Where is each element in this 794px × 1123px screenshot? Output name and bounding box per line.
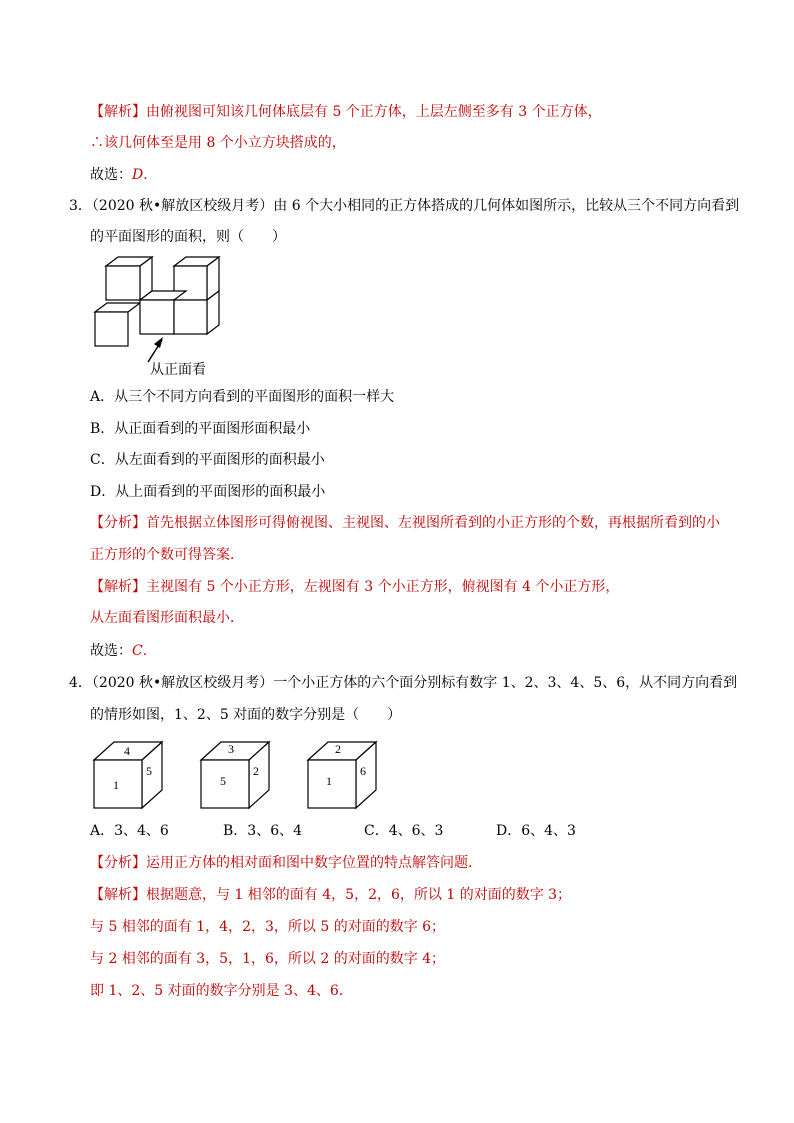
q2-conclusion: ∴该几何体至是用 8 个小立方块搭成的， (90, 135, 346, 151)
q4-option-a: A．3、4、6 (90, 823, 169, 839)
q3-stem-line2: 的平面图形的面积，则（ ） (90, 229, 286, 245)
cube-3-top: 2 (335, 742, 341, 756)
q4-fenxi (90, 853, 482, 873)
q4-fenxi-text: 运用正方体的相对面和图中数字位置的特点解答问题． (146, 855, 482, 871)
fenxi-tag: 【分析】 (90, 855, 146, 871)
cube-2-side: 2 (253, 764, 259, 778)
jiexi-tag: 【解析】 (90, 579, 146, 595)
q3-fenxi-text: 首先根据立体图形可得俯视图、主视图、左视图所看到的小正方形的个数，再根据所看到的小 (146, 515, 720, 531)
q3-figure-label: 从正面看 (150, 362, 206, 378)
q4-option-c: C．4、6、3 (364, 823, 444, 839)
q4-stem-line1 (69, 673, 737, 693)
q3-jiexi-text: 主视图有 5 个小正方形，左视图有 3 个小正方形，俯视图有 4 个小正方形， (146, 579, 620, 595)
answer-letter: D (132, 167, 144, 183)
jiexi-tag: 【解析】 (90, 887, 146, 903)
answer-prefix: 故选： (90, 643, 132, 659)
q4-cube-figures (80, 735, 400, 813)
q3-option-b: B．从正面看到的平面图形面积最小 (90, 421, 311, 437)
q3-stem-line1 (69, 196, 739, 216)
q4-stem-text: （2020 秋•解放区校级月考）一个小正方体的六个面分别标有数字 1、2、3、4、5、6，从不同方向看到 (91, 675, 738, 691)
q3-answer (90, 641, 147, 661)
answer-suffix: . (142, 643, 148, 659)
q3-fenxi-line2: 正方形的个数可得答案． (90, 547, 244, 563)
q4-stem-line2: 的情形如图，1、2、5 对面的数字分别是（ ） (90, 707, 402, 723)
q4-jiexi-line3: 与 2 相邻的面有 3，5，1，6，所以 2 的对面的数字 4； (90, 951, 446, 967)
q4-jiexi-line1 (90, 885, 571, 905)
q3-option-c: C．从左面看到的平面图形的面积最小 (90, 452, 325, 468)
q4-jiexi-line4: 即 1、2、5 对面的数字分别是 3、4、6． (90, 983, 353, 999)
q4-option-b: B．3、6、4 (223, 823, 303, 839)
q4-option-d: D．6、4、3 (496, 823, 576, 839)
q3-option-d: D．从上面看到的平面图形的面积最小 (90, 484, 326, 500)
q3-fenxi-line1 (90, 513, 720, 533)
cube-3-front: 1 (326, 774, 332, 788)
view-arrow-head (154, 337, 163, 348)
q2-analysis-line (90, 102, 602, 122)
answer-suffix: . (143, 167, 148, 183)
answer-prefix: 故选： (90, 167, 132, 183)
question-number: 3． (69, 198, 92, 214)
q3-jiexi-line1 (90, 577, 619, 597)
q4-jiexi-line2: 与 5 相邻的面有 1，4，2，3，所以 5 的对面的数字 6； (90, 919, 446, 935)
q3-jiexi-line2: 从左面看图形面积最小． (90, 610, 244, 626)
question-number: 4． (69, 675, 92, 691)
fenxi-tag: 【分析】 (90, 515, 146, 531)
q4-jiexi-text: 根据题意，与 1 相邻的面有 4，5，2，6，所以 1 的对面的数字 3； (146, 887, 572, 903)
cube-1-side: 5 (146, 764, 152, 778)
cube-3-side: 6 (360, 764, 366, 778)
q2-answer (90, 165, 148, 185)
q3-stem-text: （2020 秋•解放区校级月考）由 6 个大小相同的正方体搭成的几何体如图所示，比较从三个不同方向看到 (91, 198, 740, 214)
cube-1-top: 4 (124, 744, 130, 758)
cube-2-front: 5 (220, 774, 226, 788)
q2-analysis-text: 由俯视图可知该几何体底层有 5 个正方体，上层左侧至多有 3 个正方体， (146, 104, 602, 120)
cube-2-top: 3 (228, 742, 234, 756)
cube-1-front: 1 (113, 778, 119, 792)
q3-option-a: A．从三个不同方向看到的平面图形的面积一样大 (90, 389, 395, 405)
analysis-tag: 【解析】 (90, 104, 146, 120)
answer-letter: C (132, 643, 143, 659)
